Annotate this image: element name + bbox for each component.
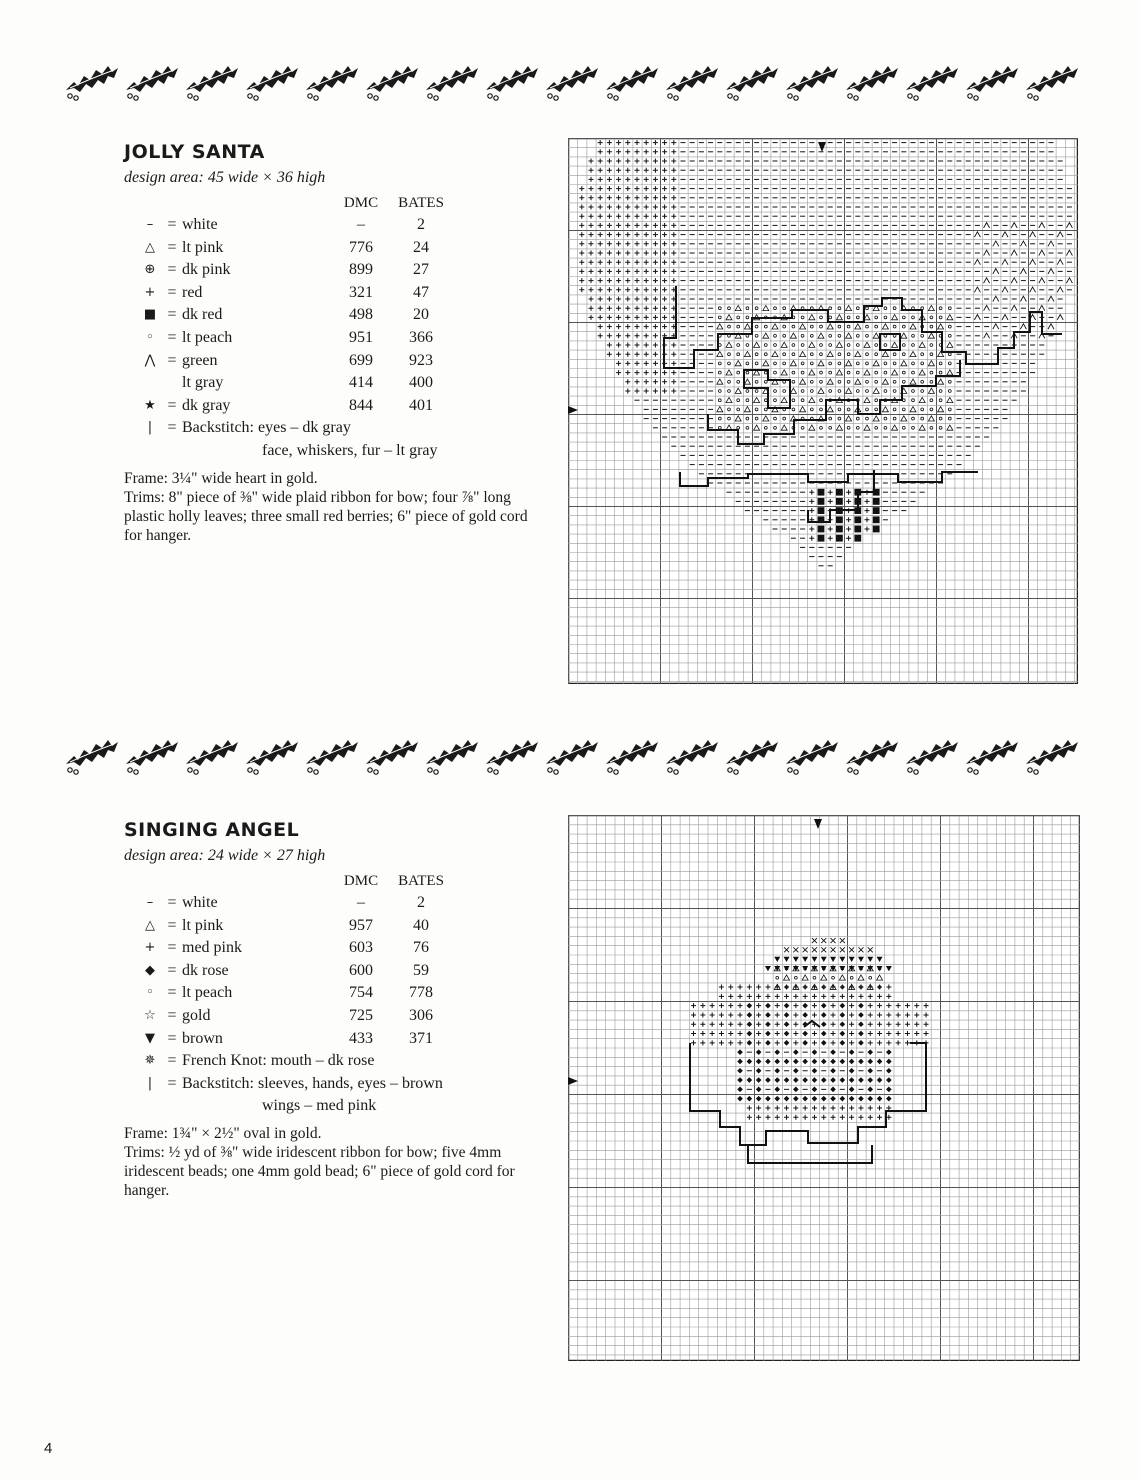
key-row: ☆ = gold 725 306 <box>138 1005 452 1028</box>
key-row: ◦ = lt peach 754 778 <box>138 982 452 1005</box>
jolly-santa-key <box>124 140 544 545</box>
holly-border-icon <box>62 52 1082 104</box>
holly-border-icon <box>62 726 1082 778</box>
key-row: ▼ = brown 433 371 <box>138 1028 452 1051</box>
holly-berry-icon <box>968 94 972 98</box>
angel-color-key <box>138 870 452 1118</box>
dmc-header: DMC <box>343 195 379 211</box>
holly-berry-icon <box>1028 768 1032 772</box>
holly-berry-icon <box>548 768 552 772</box>
santa-title: JOLLY SANTA <box>124 141 265 163</box>
color-name: green <box>182 351 218 369</box>
holly-berry-icon <box>68 768 72 772</box>
bates-code: 40 <box>413 916 429 934</box>
holly-border-middle <box>62 726 1082 778</box>
color-name: dk red <box>182 306 223 324</box>
holly-berry-icon <box>374 770 378 774</box>
bates-code: 2 <box>417 894 425 911</box>
key-row: + = med pink 603 76 <box>138 937 452 960</box>
holly-berry-icon <box>74 96 78 100</box>
holly-berry-icon <box>1034 770 1038 774</box>
color-name: lt peach <box>182 328 233 346</box>
bates-code: 2 <box>417 216 425 233</box>
holly-berry-icon <box>368 768 372 772</box>
holly-berry-icon <box>608 94 612 98</box>
square-symbol-icon: ■ <box>143 307 157 323</box>
color-name: gold <box>182 1006 211 1024</box>
dmc-code: 600 <box>349 961 373 979</box>
white-symbol-icon: – <box>146 217 154 232</box>
star-symbol-icon: ★ <box>144 397 156 413</box>
stitch-symbol <box>836 526 843 533</box>
holly-berry-icon <box>314 770 318 774</box>
color-name: med pink <box>182 939 242 957</box>
holly-berry-icon <box>608 768 612 772</box>
color-name: dk rose <box>182 961 229 979</box>
stitch-symbol <box>873 516 880 523</box>
holly-berry-icon <box>788 768 792 772</box>
dmc-code: 433 <box>349 1029 373 1047</box>
holly-berry-icon <box>134 96 138 100</box>
santa-chart-grid <box>568 138 1078 684</box>
holly-berry-icon <box>488 94 492 98</box>
holly-berry-icon <box>854 96 858 100</box>
dmc-code: 699 <box>349 351 373 369</box>
holly-berry-icon <box>428 768 432 772</box>
holly-berry-icon <box>314 96 318 100</box>
key-row <box>138 372 452 395</box>
holly-berry-icon <box>194 96 198 100</box>
bates-code: 366 <box>409 328 433 346</box>
key-row: ★ = dk gray 844 401 <box>138 395 452 418</box>
dmc-code: 754 <box>349 984 373 1002</box>
holly-berry-icon <box>488 768 492 772</box>
bates-code: 20 <box>413 306 429 324</box>
stitch-symbol <box>818 489 825 496</box>
bates-code: 371 <box>409 1029 433 1047</box>
dmc-code: 957 <box>349 916 373 934</box>
key-row: – = white – 2 <box>138 214 452 237</box>
holly-berry-icon <box>248 94 252 98</box>
bar-symbol-icon: | <box>147 420 153 436</box>
color-name: white <box>182 216 218 233</box>
dmc-code: 951 <box>349 328 373 346</box>
holly-berry-icon <box>734 770 738 774</box>
french-knot-text: French Knot: mouth – dk rose <box>182 1052 375 1070</box>
backstitch-row: | = Backstitch: sleeves, hands, eyes – brown <box>138 1073 452 1096</box>
bates-code: 401 <box>409 396 433 414</box>
holly-berry-icon <box>434 96 438 100</box>
santa-design-area: design area: 45 wide × 36 high <box>124 169 326 186</box>
holly-berry-icon <box>128 94 132 98</box>
dmc-code: 899 <box>349 261 373 279</box>
holly-berry-icon <box>674 770 678 774</box>
angel-design-area: design area: 24 wide × 27 high <box>124 847 326 864</box>
bates-header: BATES <box>398 195 444 211</box>
circle-symbol-icon: ◦ <box>146 329 154 345</box>
dmc-code: 603 <box>349 939 373 957</box>
bar-symbol-icon: | <box>147 1075 153 1091</box>
down-triangle-symbol-icon: ▼ <box>145 1030 155 1046</box>
holly-berry-icon <box>308 94 312 98</box>
santa-color-key <box>138 192 452 463</box>
stitch-symbol <box>818 526 825 533</box>
backstitch-line-1: Backstitch: sleeves, hands, eyes – brown <box>182 1074 443 1092</box>
holly-berry-icon <box>974 96 978 100</box>
holly-berry-icon <box>668 768 672 772</box>
french-knot-row: ✵ = French Knot: mouth – dk rose <box>138 1050 452 1073</box>
holly-berry-icon <box>614 96 618 100</box>
holly-berry-icon <box>74 770 78 774</box>
dmc-code: – <box>357 216 365 233</box>
holly-berry-icon <box>554 96 558 100</box>
holly-berry-icon <box>428 94 432 98</box>
color-name: red <box>182 283 203 301</box>
holly-berry-icon <box>374 96 378 100</box>
dmc-code: 321 <box>349 283 373 301</box>
holly-berry-icon <box>188 94 192 98</box>
holly-berry-icon <box>254 770 258 774</box>
color-name: dk pink <box>182 261 231 279</box>
stitch-symbol <box>818 535 825 542</box>
dmc-header: DMC <box>343 873 379 889</box>
stitch-symbol <box>854 526 861 533</box>
holly-berry-icon <box>848 94 852 98</box>
holly-berry-icon <box>794 96 798 100</box>
bates-code: 27 <box>413 261 429 279</box>
backstitch-row: | = Backstitch: eyes – dk gray <box>138 417 452 440</box>
backstitch-line-2: face, whiskers, fur – lt gray <box>262 441 438 459</box>
holly-berry-icon <box>908 768 912 772</box>
stitch-symbol <box>854 535 861 542</box>
jolly-santa-chart <box>568 138 1078 684</box>
key-row: ⊕ = dk pink 899 27 <box>138 259 452 282</box>
holly-berry-icon <box>614 770 618 774</box>
key-row: + = red 321 47 <box>138 282 452 305</box>
holly-berry-icon <box>128 768 132 772</box>
stitch-symbol <box>818 507 825 514</box>
backstitch-row <box>138 1095 452 1118</box>
color-name: lt pink <box>182 916 224 934</box>
diamond-symbol-icon: ◆ <box>145 962 155 978</box>
singing-angel-key <box>124 818 544 1200</box>
holly-berry-icon <box>1034 96 1038 100</box>
holly-berry-icon <box>554 770 558 774</box>
key-row: ◆ = dk rose 600 59 <box>138 960 452 983</box>
holly-berry-icon <box>188 768 192 772</box>
bates-code: 923 <box>409 351 433 369</box>
circle-symbol-icon: ◦ <box>146 985 154 1001</box>
angel-frame: Frame: 1¾" × 2½" oval in gold. <box>124 1124 322 1142</box>
dmc-code: 844 <box>349 396 373 414</box>
santa-frame: Frame: 3¼" wide heart in gold. <box>124 469 318 487</box>
holly-berry-icon <box>368 94 372 98</box>
circled-cross-symbol-icon: ⊕ <box>144 262 156 278</box>
holly-berry-icon <box>734 96 738 100</box>
key-row: △ = lt pink 957 40 <box>138 915 452 938</box>
holly-berry-icon <box>68 94 72 98</box>
dmc-code: 776 <box>349 238 373 256</box>
plus-symbol-icon: + <box>144 284 156 300</box>
bates-code: 306 <box>409 1006 433 1024</box>
holly-berry-icon <box>134 770 138 774</box>
dmc-code: 498 <box>349 306 373 324</box>
singing-angel-chart <box>568 815 1080 1361</box>
key-row: ◦ = lt peach 951 366 <box>138 327 452 350</box>
holly-berry-icon <box>914 96 918 100</box>
french-knot-symbol-icon: ✵ <box>144 1053 156 1069</box>
holly-berry-icon <box>494 770 498 774</box>
stitch-symbol <box>873 498 880 505</box>
holly-berry-icon <box>308 768 312 772</box>
holly-berry-icon <box>968 768 972 772</box>
color-name: lt pink <box>182 238 224 256</box>
triangle-symbol-icon: △ <box>145 917 155 933</box>
color-name: lt peach <box>182 984 233 1002</box>
plus-symbol-icon: + <box>144 940 156 956</box>
dmc-code: – <box>357 894 365 911</box>
backstitch-line-2: wings – med pink <box>262 1097 377 1115</box>
holly-berry-icon <box>908 94 912 98</box>
white-symbol-icon: – <box>146 895 154 910</box>
color-name: brown <box>182 1029 223 1047</box>
stitch-symbol <box>836 498 843 505</box>
holly-berry-icon <box>728 768 732 772</box>
stitch-symbol <box>836 516 843 523</box>
key-row: ■ = dk red 498 20 <box>138 304 452 327</box>
triangle-symbol-icon: △ <box>145 239 155 255</box>
key-row: ⋀ = green 699 923 <box>138 350 452 373</box>
angel-trims: Trims: ½ yd of ⅜" wide iridescent ribbon for bow; five 4mm iridescent beads; one 4mm gold bead; 6" piece of gold cord for hanger. <box>124 1143 515 1199</box>
dmc-code: 414 <box>349 374 373 392</box>
stitch-symbol <box>836 535 843 542</box>
holly-berry-icon <box>794 770 798 774</box>
color-name: lt gray <box>182 374 224 392</box>
holly-berry-icon <box>974 770 978 774</box>
bates-code: 778 <box>409 984 433 1002</box>
holly-berry-icon <box>1028 94 1032 98</box>
holly-border-top <box>62 52 1082 104</box>
stitch-symbol <box>836 489 843 496</box>
color-name: white <box>182 894 218 911</box>
holly-berry-icon <box>248 768 252 772</box>
bates-header: BATES <box>398 873 444 889</box>
holly-berry-icon <box>668 94 672 98</box>
bates-code: 400 <box>409 374 433 392</box>
stitch-symbol <box>873 507 880 514</box>
stitch-symbol <box>873 526 880 533</box>
color-name: dk gray <box>182 396 231 414</box>
bates-code: 24 <box>413 238 429 256</box>
dmc-code: 725 <box>349 1006 373 1024</box>
blank-symbol <box>138 372 162 395</box>
backstitch-row <box>138 440 452 463</box>
star-outline-symbol-icon: ☆ <box>144 1007 156 1023</box>
page-number: 4 <box>44 1440 53 1457</box>
santa-notes <box>124 469 544 545</box>
key-row: △ = lt pink 776 24 <box>138 237 452 260</box>
holly-berry-icon <box>848 768 852 772</box>
bates-code: 59 <box>413 961 429 979</box>
holly-berry-icon <box>548 94 552 98</box>
caret-symbol-icon: ⋀ <box>144 352 156 368</box>
holly-berry-icon <box>194 770 198 774</box>
stitch-symbol <box>818 498 825 505</box>
bates-code: 76 <box>413 939 429 957</box>
holly-berry-icon <box>914 770 918 774</box>
key-row: – = white – 2 <box>138 892 452 915</box>
holly-berry-icon <box>788 94 792 98</box>
angel-chart-grid <box>568 815 1080 1361</box>
holly-berry-icon <box>854 770 858 774</box>
holly-berry-icon <box>674 96 678 100</box>
bates-code: 47 <box>413 283 429 301</box>
angel-notes <box>124 1124 544 1200</box>
holly-berry-icon <box>494 96 498 100</box>
stitch-symbol <box>854 516 861 523</box>
holly-berry-icon <box>434 770 438 774</box>
santa-trims: Trims: 8" piece of ⅜" wide plaid ribbon for bow; four ⅞" long plastic holly leaves; three small red berries; 6" piece of gold cord for hanger. <box>124 488 528 544</box>
backstitch-line-1: Backstitch: eyes – dk gray <box>182 419 351 437</box>
angel-title: SINGING ANGEL <box>124 819 300 841</box>
holly-berry-icon <box>254 96 258 100</box>
holly-berry-icon <box>728 94 732 98</box>
